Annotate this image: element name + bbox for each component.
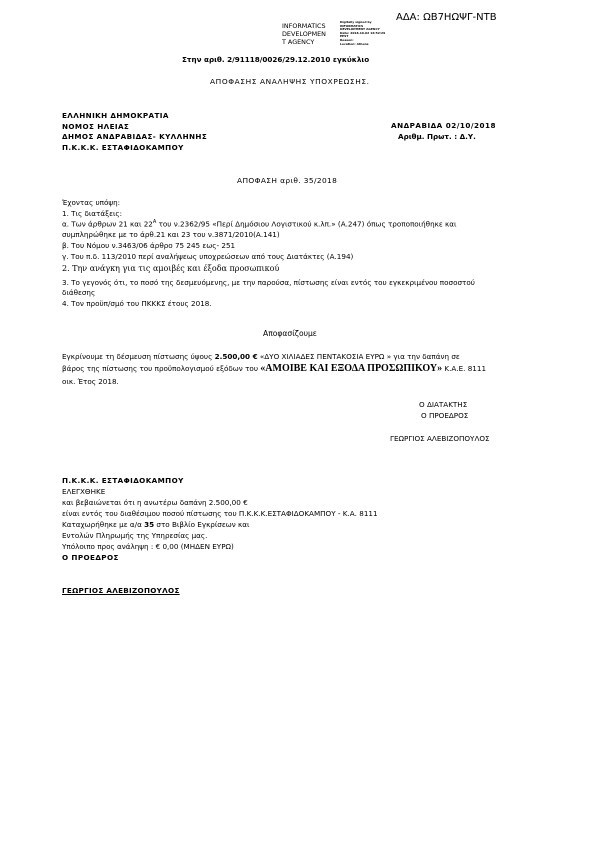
item-a-superscript: Α	[152, 219, 157, 225]
decision-body-line-1	[62, 352, 460, 361]
verification-line: είναι εντός του διαθέσιμου ποσού πίστωσης του Π.Κ.Κ.Κ.ΕΣΤΑΦΙΔΟΚΑΜΠΟΥ - Κ.Α. 8111	[62, 509, 378, 518]
verification-line: και βεβαιώνεται ότι η ανωτέρω δαπάνη 2.500,00 €	[62, 498, 248, 507]
registration-text-cont: στο Βιβλίο Εγκρίσεων και	[154, 520, 250, 529]
item-3: 3. Το γεγονός ότι, το ποσό της δεσμευόμενης, με την παρούσα, πίστωσης είναι εντός του εγκεκριμένου ποσοστού	[62, 278, 475, 287]
registration-number: 35	[144, 520, 155, 529]
body-text-cont: «ΔΥΟ ΧΙΛΙΑΔΕΣ ΠΕΝΤΑΚΟΣΙΑ ΕΥΡΩ » για την δαπάνη σε	[257, 352, 460, 361]
item-a-continuation: συμπληρώθηκε με το άρθ.21 και 23 του ν.3871/2010(Α.141)	[62, 230, 280, 239]
verification-line: Εντολών Πληρωμής της Υπηρεσίας μας.	[62, 531, 208, 540]
signatory-role: Ο ΔΙΑΤΑΚΤΗΣ	[419, 400, 468, 409]
stamp-detail: Digitally signed by	[340, 20, 372, 24]
intro-text: Έχοντας υπόψη:	[62, 198, 121, 207]
item-a-text-cont: του ν.2362/95 «Περί Δημόσιου Λογιστικού κ.λπ.» (Α.247) όπως τροποποιήθηκε και	[156, 219, 457, 229]
decision-heading: Αποφασίζουμε	[263, 329, 317, 338]
registration-text: Καταχωρήθηκε με α/α	[62, 520, 145, 529]
verification-name: ΓΕΩΡΓΙΟΣ ΑΛΕΒΙΖΟΠΟΥΛΟΣ	[62, 586, 180, 595]
verification-line	[62, 520, 249, 529]
item-a-text: α. Των άρθρων 21 και 22	[62, 219, 153, 229]
stamp-detail: EEST	[340, 34, 349, 39]
decision-body-line-3: οικ. Έτος 2018.	[62, 377, 119, 386]
signatory-name: ΓΕΩΡΓΙΟΣ ΑΛΕΒΙΖΟΠΟΥΛΟΣ	[390, 434, 490, 443]
stamp-detail: Location: Athens	[340, 41, 369, 46]
stamp-line: INFORMATICS	[282, 22, 326, 30]
signature-stamp-details	[340, 21, 385, 46]
stamp-line: DEVELOPMEN	[282, 30, 326, 38]
decision-body-line-2	[62, 363, 486, 374]
stamp-detail: DEVELOPMENT AGENCY	[340, 27, 380, 32]
signature-stamp-title	[282, 22, 326, 46]
decision-title: ΑΠΟΦΑΣΗ αριθ. 35/2018	[237, 176, 338, 185]
document-title: ΑΠΟΦΑΣΗΣ ΑΝΑΛΗΨΗΣ ΥΠΟΧΡΕΩΣΗΣ.	[210, 77, 370, 86]
stamp-detail: INFORMATICS	[340, 23, 364, 28]
item-a	[62, 219, 565, 228]
body-code: Κ.Α.Ε. 8111	[442, 364, 487, 373]
signatory-title: Ο ΠΡΟΕΔΡΟΣ	[421, 411, 469, 420]
ada-code: ΑΔΑ: ΩΒ7ΗΩΨΓ-ΝΤΒ	[396, 12, 497, 23]
stamp-line: T AGENCY	[282, 38, 315, 46]
issuer-line: ΝΟΜΟΣ ΗΛΕΙΑΣ	[62, 121, 130, 131]
verification-role: Ο ΠΡΟΕΔΡΟΣ	[62, 553, 119, 562]
circular-reference: Στην αριθ. 2/91118/0026/29.12.2010 εγκύκλιο	[182, 55, 370, 64]
item-c: γ. Του π.δ. 113/2010 περί αναλήψεως υποχρεώσεων από τους Διατάκτες (Α.194)	[62, 252, 354, 261]
item-3-continuation: διάθεσης	[62, 288, 96, 297]
protocol-number: Αριθμ. Πρωτ. : Δ.Υ.	[398, 132, 476, 141]
issuer-line: Π.Κ.Κ.Κ. ΕΣΤΑΦΙΔΟΚΑΜΠΟΥ	[62, 142, 184, 152]
stamp-detail: Reason:	[340, 37, 354, 42]
verification-checked: ΕΛΕΓΧΘΗΚΕ	[62, 487, 106, 496]
stamp-detail: Date: 2018.10.02 16:52:29	[340, 30, 386, 35]
item-b: β. Του Νόμου ν.3463/06 άρθρο 75 245 εως- 251	[62, 241, 236, 250]
verification-line: Υπόλοιπο προς ανάληψη : € 0,00 (ΜΗΔΕΝ ΕΥΡΩ)	[62, 542, 234, 551]
body-text: βάρος της πίστωσης του προϋπολογισμού εξόδων του	[62, 364, 261, 373]
budget-line-name: «ΑΜΟΙΒΕ ΚΑΙ ΕΞΟΔΑ ΠΡΟΣΩΠΙΚΟΥ»	[260, 363, 443, 374]
place-date: ΑΝΔΡΑΒΙΔΑ 02/10/2018	[391, 121, 497, 130]
item-1: 1. Τις διατάξεις:	[62, 209, 123, 218]
item-2: 2. Την ανάγκη για τις αμοιβές και έξοδα προσωπικού	[62, 264, 280, 273]
body-amount: 2.500,00 €	[214, 352, 258, 361]
body-text: Εγκρίνουμε τη δέσμευση πίστωσης ύψους	[62, 352, 215, 361]
verification-org: Π.Κ.Κ.Κ. ΕΣΤΑΦΙΔΟΚΑΜΠΟΥ	[62, 476, 184, 485]
issuer-line: ΔΗΜΟΣ ΑΝΔΡΑΒΙΔΑΣ- ΚΥΛΛΗΝΗΣ	[62, 132, 208, 142]
issuer-line: ΕΛΛΗΝΙΚΗ ΔΗΜΟΚΡΑΤΙΑ	[62, 111, 169, 120]
issuer-block	[62, 111, 207, 153]
item-4: 4. Τον προϋπ/σμό του ΠΚΚΚΣ έτους 2018.	[62, 299, 212, 308]
